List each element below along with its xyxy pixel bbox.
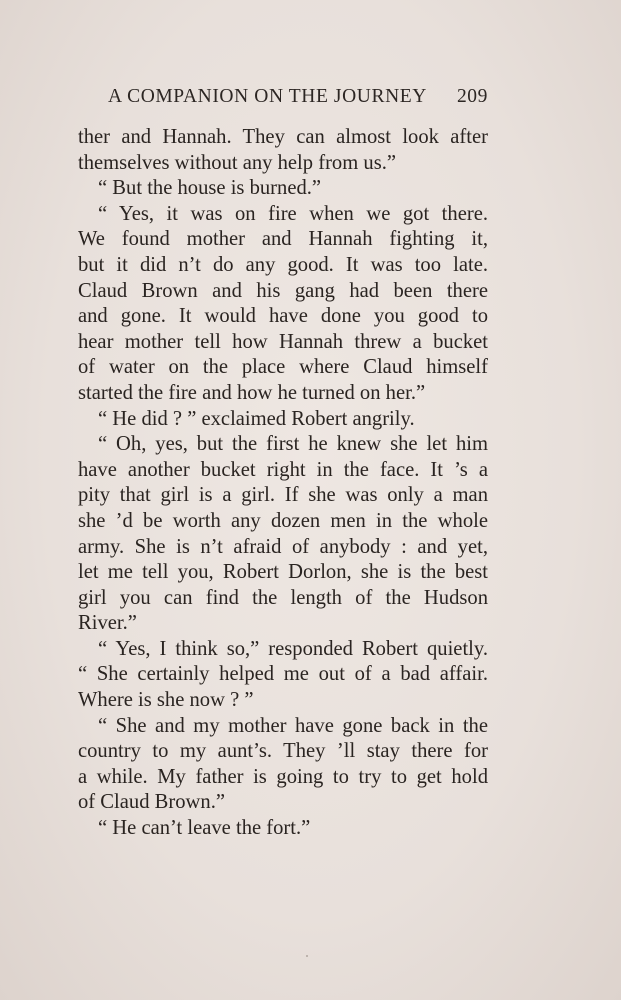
text-line: Where is she now ? ” — [78, 689, 254, 712]
running-header — [108, 86, 488, 116]
text-line: “ He can’t leave the fort.” — [98, 817, 311, 840]
text-line: have another bucket right in the face. It ’s a — [78, 458, 488, 481]
text-line: ther and Hannah. They can almost look after — [78, 126, 488, 148]
text-line: hear mother tell how Hannah threw a bucket — [78, 330, 488, 353]
text-line: themselves without any help from us.” — [78, 151, 396, 174]
text-line: army. She is n’t afraid of anybody : and yet, — [78, 535, 488, 558]
text-line: We found mother and Hannah fighting it, — [78, 228, 488, 251]
text-line: “ She and my mother have gone back in the — [98, 714, 488, 737]
text-line: country to my aunt’s. They ’ll stay there for — [78, 740, 488, 763]
text-line: but it did n’t do any good. It was too late. — [78, 253, 488, 276]
text-line: Claud Brown and his gang had been there — [78, 279, 488, 302]
page-number: 209 — [456, 86, 488, 107]
text-line: River.” — [78, 612, 137, 635]
text-line: “ Yes, it was on fire when we got there. — [98, 202, 488, 225]
text-line: “ Yes, I think so,” responded Robert quietly. — [98, 637, 488, 660]
text-line: let me tell you, Robert Dorlon, she is the best — [78, 561, 488, 584]
text-line: “ But the house is burned.” — [98, 177, 322, 200]
text-line: a while. My father is going to try to get hold — [78, 765, 488, 788]
text-line: of water on the place where Claud himself — [78, 356, 488, 379]
text-line: she ’d be worth any dozen men in the whole — [78, 509, 488, 532]
running-title: A COMPANION ON THE JOURNEY — [108, 86, 427, 107]
page-body-text — [78, 125, 488, 842]
text-line: of Claud Brown.” — [78, 791, 225, 814]
text-line: “ He did ? ” exclaimed Robert angrily. — [98, 407, 415, 430]
text-line: pity that girl is a girl. If she was only a man — [78, 484, 488, 507]
text-line: girl you can find the length of the Hudson — [78, 586, 488, 609]
paper-speck — [306, 955, 308, 957]
text-line: “ She certainly helped me out of a bad affair. — [78, 663, 488, 686]
text-line: started the fire and how he turned on her.” — [78, 381, 426, 404]
text-line: “ Oh, yes, but the first he knew she let him — [98, 433, 488, 456]
text-line: and gone. It would have done you good to — [78, 305, 488, 328]
